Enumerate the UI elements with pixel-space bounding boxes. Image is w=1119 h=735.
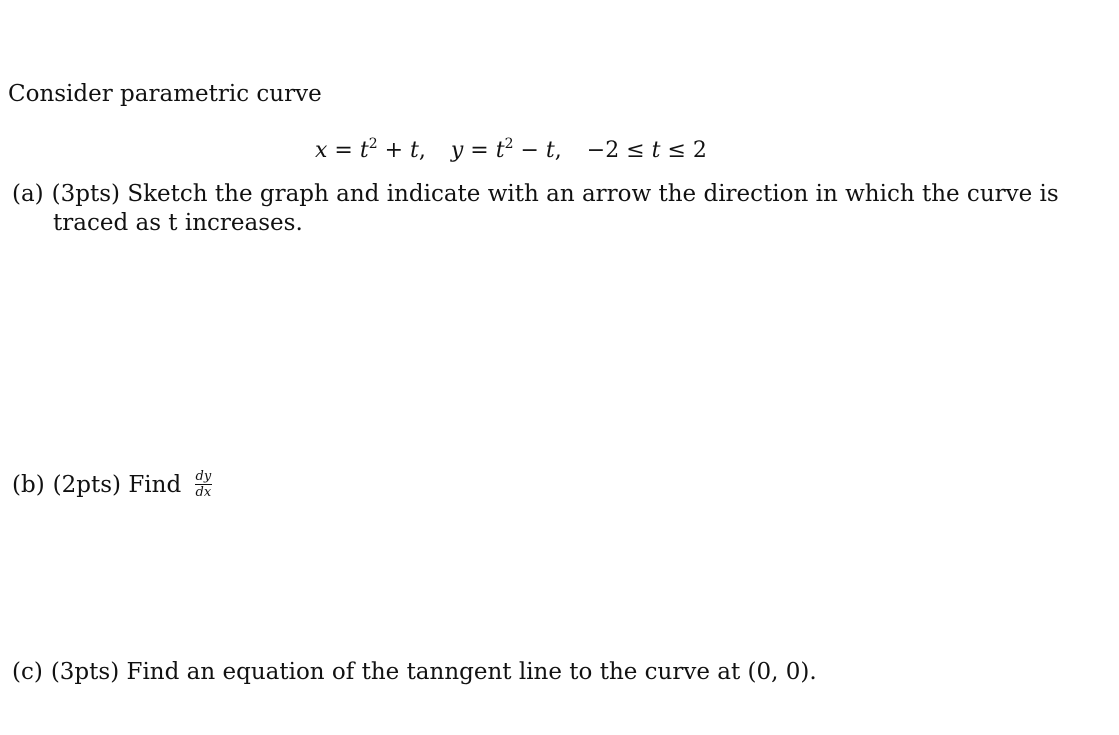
fraction-numerator: dy bbox=[195, 468, 212, 484]
t-variable: t bbox=[545, 138, 555, 163]
question-b bbox=[12, 468, 212, 501]
intro-text: Consider parametric curve bbox=[8, 81, 322, 107]
fraction-denominator: dx bbox=[195, 484, 212, 500]
y-variable: y bbox=[450, 138, 464, 163]
question-c bbox=[12, 658, 817, 686]
question-c-text: (3pts) Find an equation of the tanngent line to the curve at (0, 0). bbox=[50, 659, 817, 685]
exponent: 2 bbox=[504, 136, 514, 152]
question-b-label: (b) bbox=[12, 472, 45, 498]
lower-bound: −2 bbox=[586, 138, 620, 163]
question-a-text: (3pts) Sketch the graph and indicate with an arrow the direction in which the curve is bbox=[51, 181, 1059, 207]
question-a-label: (a) bbox=[12, 181, 44, 207]
t-variable: t bbox=[651, 138, 661, 163]
question-c-label: (c) bbox=[12, 659, 43, 685]
question-a-continuation: traced as t increases. bbox=[53, 210, 303, 236]
question-b-text: (2pts) Find bbox=[52, 472, 182, 498]
t-variable: t bbox=[359, 138, 369, 163]
upper-bound: 2 bbox=[692, 138, 707, 163]
t-variable: t bbox=[410, 138, 419, 163]
t-variable: t bbox=[495, 138, 505, 163]
exponent: 2 bbox=[368, 136, 378, 152]
question-a bbox=[12, 180, 1059, 208]
derivative-fraction bbox=[195, 470, 213, 499]
parametric-equation: $x = t^2 + t$, $y = t^2 - t$, −2 ≤ t ≤ 2 bbox=[315, 136, 707, 163]
x-variable: x bbox=[315, 138, 328, 163]
